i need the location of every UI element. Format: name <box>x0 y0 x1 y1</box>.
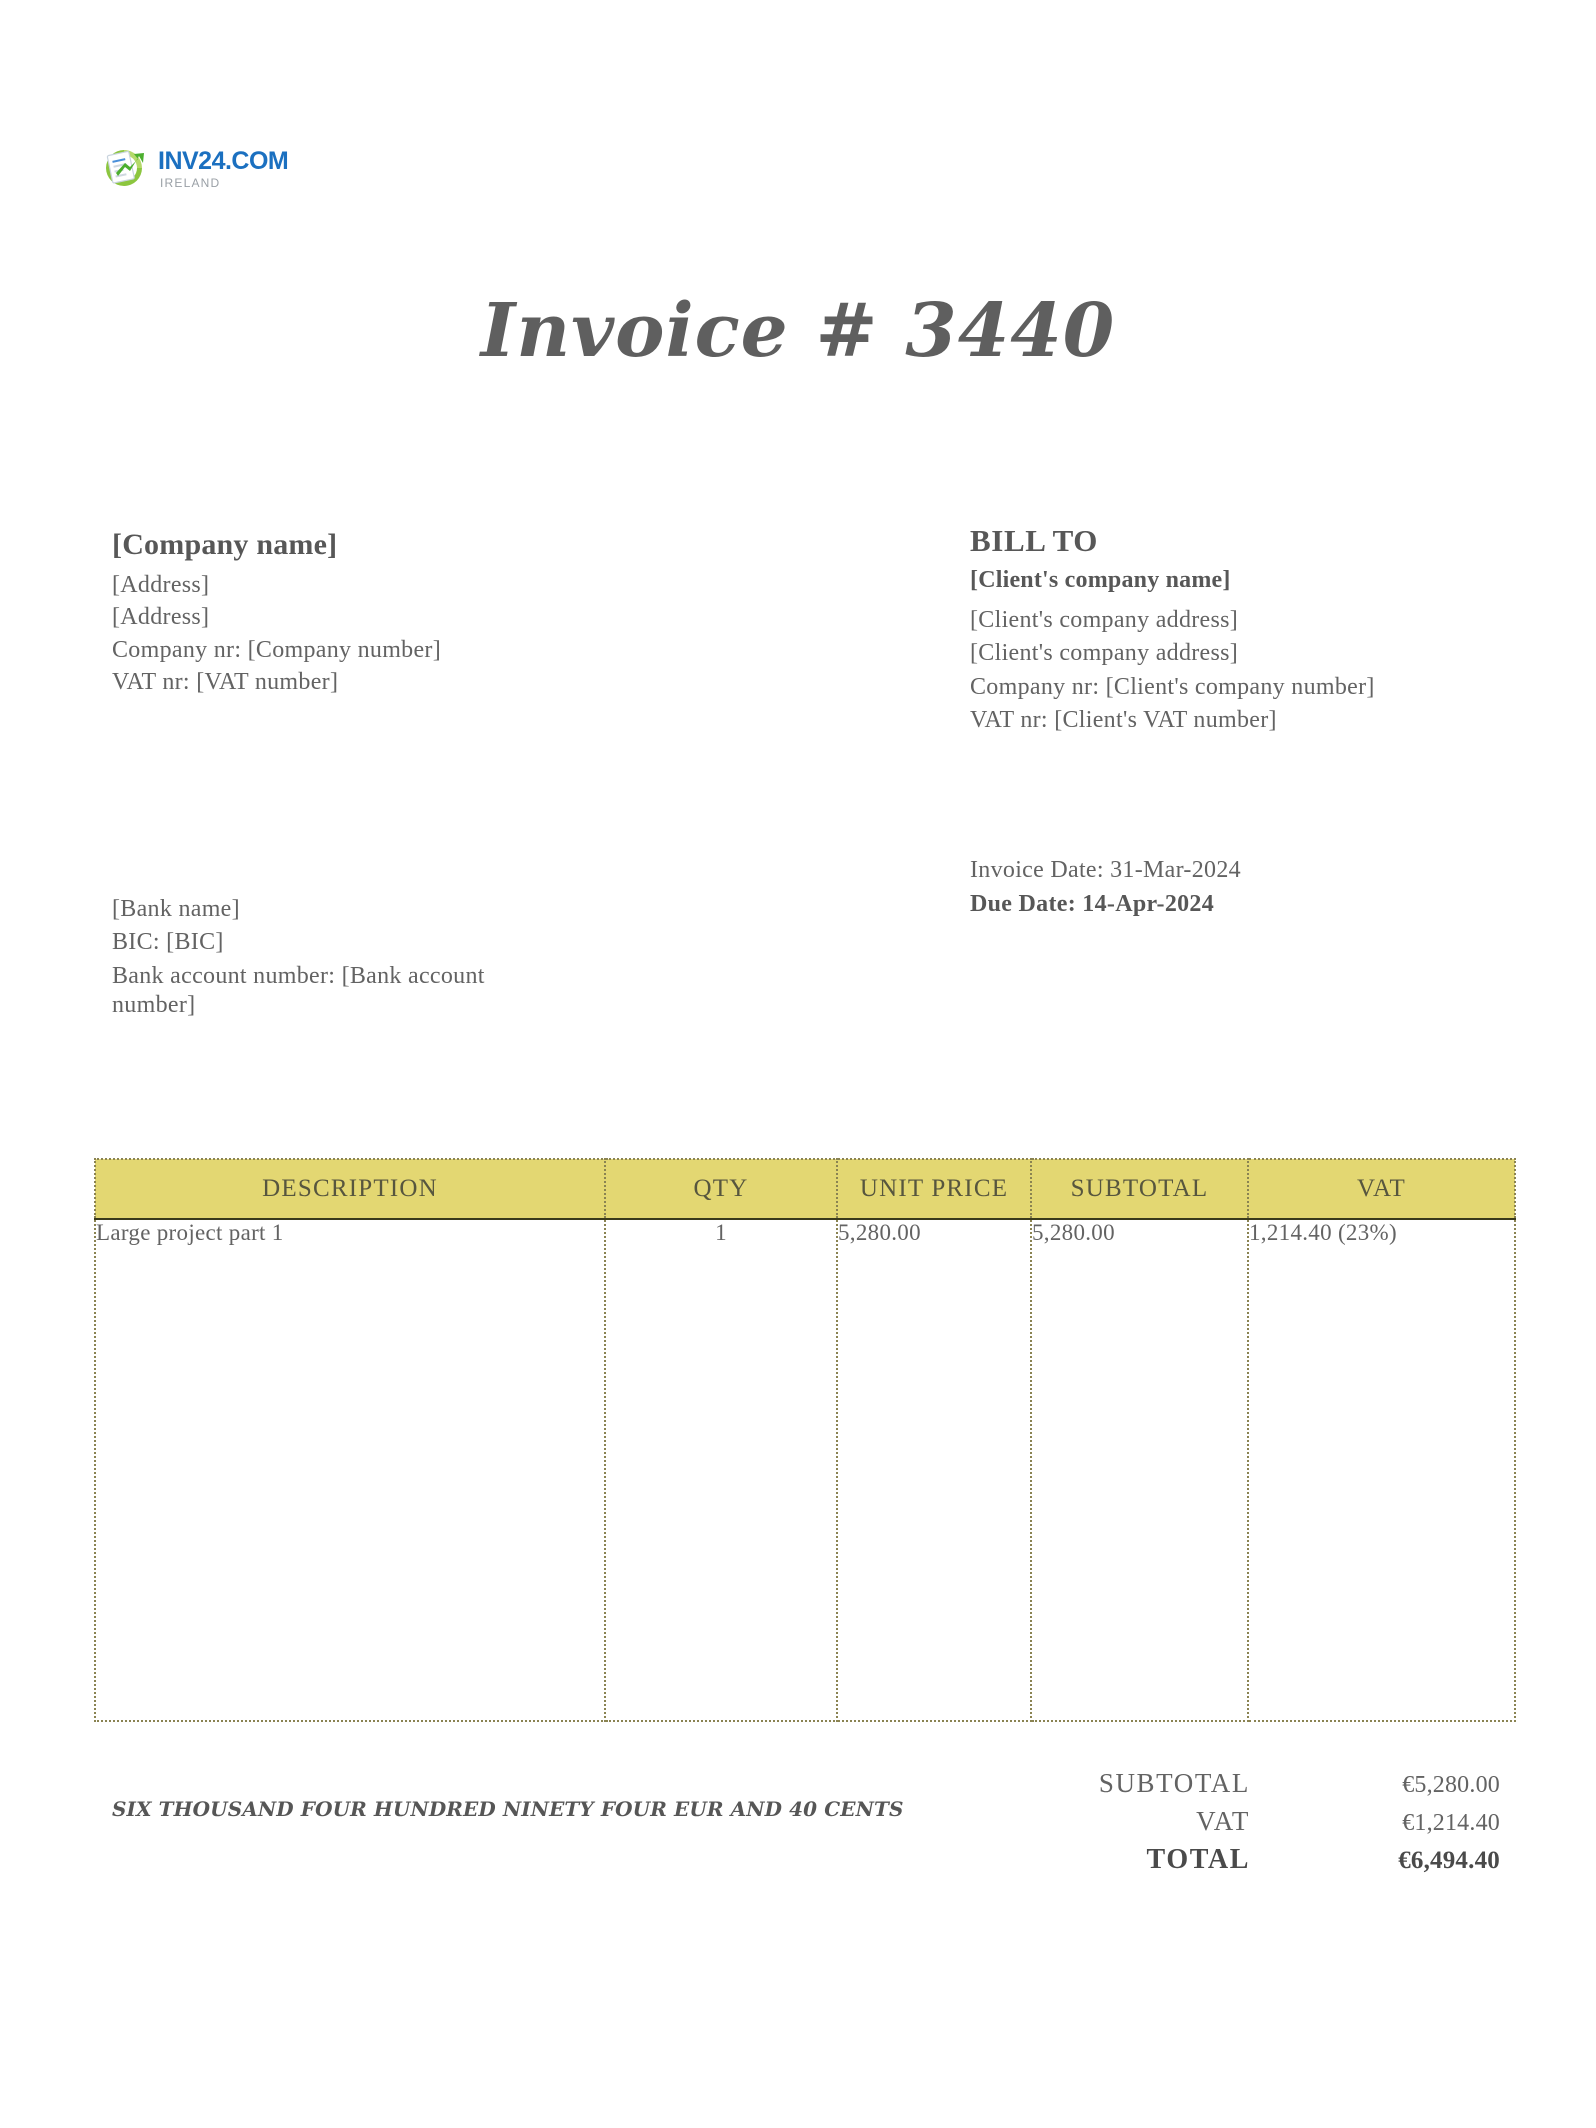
cell-vat: 1,214.40 (23%) <box>1248 1219 1515 1721</box>
bill-to-section <box>970 523 1530 739</box>
invoice-date: Invoice Date: 31-Mar-2024 <box>970 857 1241 883</box>
cell-description: Large project part 1 <box>95 1219 605 1721</box>
subtotal-value: €5,280.00 <box>1402 1772 1500 1798</box>
line-items-table <box>94 1158 1516 1722</box>
column-header-vat: VAT <box>1248 1159 1515 1219</box>
totals-row-subtotal <box>960 1768 1504 1799</box>
column-header-unit-price: UNIT PRICE <box>837 1159 1031 1219</box>
totals-row-total <box>960 1844 1504 1876</box>
cell-qty: 1 <box>605 1219 837 1721</box>
seller-vat-number: VAT nr: [VAT number] <box>112 668 339 695</box>
vat-label: VAT <box>1196 1806 1250 1836</box>
bank-name: [Bank name] <box>112 896 240 922</box>
logo-text <box>158 147 288 189</box>
seller-details <box>112 528 672 700</box>
brand-logo[interactable] <box>98 142 288 194</box>
totals-section <box>960 1768 1504 1883</box>
seller-address-line-1: [Address] <box>112 572 210 598</box>
inv24-logo-icon <box>98 142 150 194</box>
table-row <box>95 1219 1515 1721</box>
invoice-dates <box>970 855 1490 923</box>
table-header-row <box>95 1159 1515 1219</box>
cell-unit-price: 5,280.00 <box>837 1219 1031 1721</box>
client-company-number: Company nr: [Client's company number] <box>970 673 1375 700</box>
total-label: TOTAL <box>1146 1844 1250 1875</box>
column-header-qty: QTY <box>605 1159 837 1219</box>
client-vat-number: VAT nr: [Client's VAT number] <box>970 706 1277 733</box>
client-address-line-1: [Client's company address] <box>970 607 1239 633</box>
cell-subtotal: 5,280.00 <box>1031 1219 1248 1721</box>
column-header-description: DESCRIPTION <box>95 1159 605 1219</box>
column-header-subtotal: SUBTOTAL <box>1031 1159 1248 1219</box>
vat-value: €1,214.40 <box>1402 1810 1500 1836</box>
amount-in-words: SIX THOUSAND FOUR HUNDRED NINETY FOUR EUR AND 40 CENTS <box>112 1797 904 1821</box>
subtotal-label: SUBTOTAL <box>1098 1768 1250 1798</box>
page-title: Invoice # 3440 <box>480 288 1116 374</box>
total-value: €6,494.40 <box>1398 1847 1500 1874</box>
totals-row-vat <box>960 1806 1504 1837</box>
bank-account-number: Bank account number: [Bank account number] <box>112 962 485 1018</box>
logo-region-name: IRELAND <box>160 176 221 190</box>
seller-company-name: [Company name] <box>112 528 338 561</box>
client-address-line-2: [Client's company address] <box>970 640 1239 667</box>
bank-bic: BIC: [BIC] <box>112 929 224 956</box>
logo-brand-name: INV24.COM <box>158 147 289 175</box>
due-date: Due Date: 14-Apr-2024 <box>970 891 1215 917</box>
bill-to-heading: BILL TO <box>970 523 1099 558</box>
bank-details <box>112 895 552 1024</box>
seller-address-line-2: [Address] <box>112 604 210 631</box>
table-header <box>95 1159 1515 1219</box>
table-body <box>95 1219 1515 1721</box>
client-company-name: [Client's company name] <box>970 567 1231 593</box>
seller-company-number: Company nr: [Company number] <box>112 636 442 663</box>
